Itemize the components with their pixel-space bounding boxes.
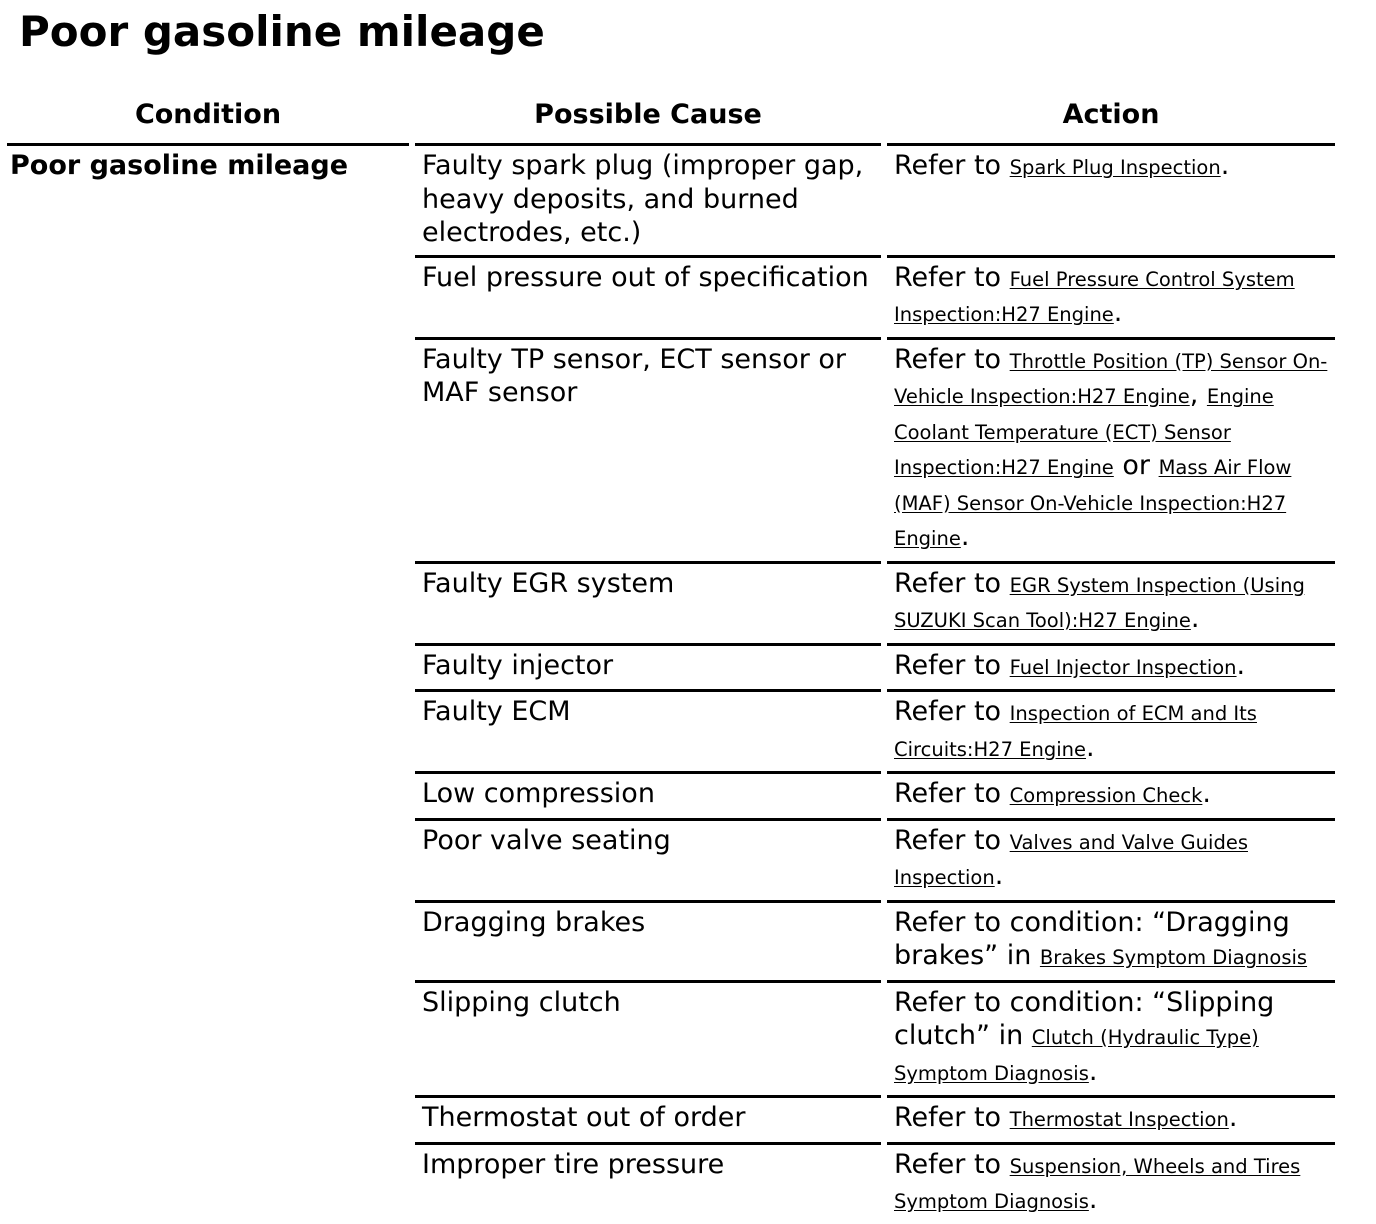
action-cell: [887, 1098, 1335, 1145]
action-text: Refer to: [894, 567, 1010, 599]
action-cell: [887, 903, 1335, 983]
action-text: .: [1190, 603, 1200, 634]
action-cell: [887, 1145, 1335, 1224]
header-possible-cause: Possible Cause: [415, 95, 881, 146]
action-text: Refer to: [894, 261, 1010, 293]
header-condition: Condition: [7, 95, 409, 146]
action-text: .: [1202, 778, 1211, 809]
action-cell: [887, 646, 1335, 693]
reference-link[interactable]: Throttle Position (TP) Sensor On-Vehicle Inspection:H27 Engine: [894, 349, 1328, 408]
reference-link[interactable]: Mass Air Flow (MAF) Sensor On-Vehicle Inspection:H27 Engine: [894, 456, 1292, 550]
action-text: Refer to: [894, 778, 1010, 809]
action-text: .: [960, 521, 970, 552]
possible-cause-cell: Faulty ECM: [415, 692, 881, 774]
possible-cause-cell: Thermostat out of order: [415, 1098, 881, 1145]
action-text: Refer to: [894, 150, 1010, 181]
action-text: .: [1220, 150, 1230, 181]
action-cell: [887, 258, 1335, 340]
reference-link[interactable]: Thermostat Inspection: [1009, 1108, 1229, 1131]
diagnosis-table: [1, 95, 1341, 1224]
action-cell: [887, 774, 1335, 821]
reference-link[interactable]: Clutch (Hydraulic Type) Symptom Diagnosis: [894, 1026, 1259, 1085]
action-text: .: [1228, 1102, 1238, 1133]
reference-link[interactable]: Suspension, Wheels and Tires Symptom Diagnosis: [894, 1154, 1301, 1213]
possible-cause-cell: Faulty TP sensor, ECT sensor or MAF sensor: [415, 340, 881, 564]
action-text: ,: [1189, 379, 1207, 410]
action-text: .: [994, 860, 1004, 891]
action-text: Refer to: [894, 649, 1010, 681]
reference-link[interactable]: Spark Plug Inspection: [1009, 156, 1221, 179]
action-text: Refer to: [894, 696, 1010, 727]
reference-link[interactable]: Fuel Injector Inspection: [1009, 655, 1237, 679]
action-text: .: [1088, 1055, 1098, 1087]
action-text: Refer to condition: “Slipping clutch” in: [894, 986, 1275, 1051]
possible-cause-cell: Dragging brakes: [415, 903, 881, 983]
action-text: .: [1236, 649, 1246, 681]
possible-cause-cell: Faulty EGR system: [415, 564, 881, 646]
action-text: Refer to condition: “Dragging brakes” in: [894, 906, 1290, 971]
header-action: Action: [887, 95, 1335, 146]
action-cell: [887, 692, 1335, 774]
action-text: Refer to: [894, 1148, 1010, 1180]
action-cell: [887, 821, 1335, 903]
possible-cause-cell: Faulty injector: [415, 646, 881, 693]
reference-link[interactable]: Compression Check: [1009, 784, 1203, 807]
condition-cell: Poor gasoline mileage: [10, 150, 349, 181]
possible-cause-cell: Low compression: [415, 774, 881, 821]
possible-cause-cell: Fuel pressure out of specification: [415, 258, 881, 340]
action-cell: [887, 564, 1335, 646]
reference-link[interactable]: Fuel Pressure Control System Inspection:H27 Engine: [894, 267, 1295, 326]
table-row: [7, 146, 1335, 258]
possible-cause-cell: Poor valve seating: [415, 821, 881, 903]
action-text: Refer to: [894, 1102, 1010, 1133]
action-text: .: [1086, 731, 1095, 763]
possible-cause-cell: Improper tire pressure: [422, 1148, 725, 1180]
reference-link[interactable]: Inspection of ECM and Its Circuits:H27 Engine: [894, 702, 1257, 761]
possible-cause-cell: Slipping clutch: [415, 983, 881, 1099]
table-body: [7, 146, 1335, 1224]
action-text: .: [1088, 1184, 1098, 1215]
possible-cause-cell: Faulty spark plug (improper gap, heavy deposits, and burned electrodes, etc.): [415, 146, 881, 258]
page-title: Poor gasoline mileage: [19, 7, 545, 56]
reference-link[interactable]: Brakes Symptom Diagnosis: [1039, 946, 1308, 969]
reference-link[interactable]: EGR System Inspection (Using SUZUKI Scan Tool):H27 Engine: [894, 573, 1305, 632]
table-header-row: [7, 95, 1335, 146]
reference-link[interactable]: Valves and Valve Guides Inspection: [894, 830, 1248, 889]
action-text: Refer to: [894, 343, 1010, 375]
action-cell: [887, 340, 1335, 564]
action-text: or: [1113, 450, 1159, 481]
action-text: Refer to: [894, 824, 1010, 856]
action-cell: [887, 983, 1335, 1099]
reference-link[interactable]: Engine Coolant Temperature (ECT) Sensor Inspection:H27 Engine: [894, 385, 1274, 479]
action-cell: [887, 146, 1335, 258]
action-text: .: [1113, 297, 1123, 328]
